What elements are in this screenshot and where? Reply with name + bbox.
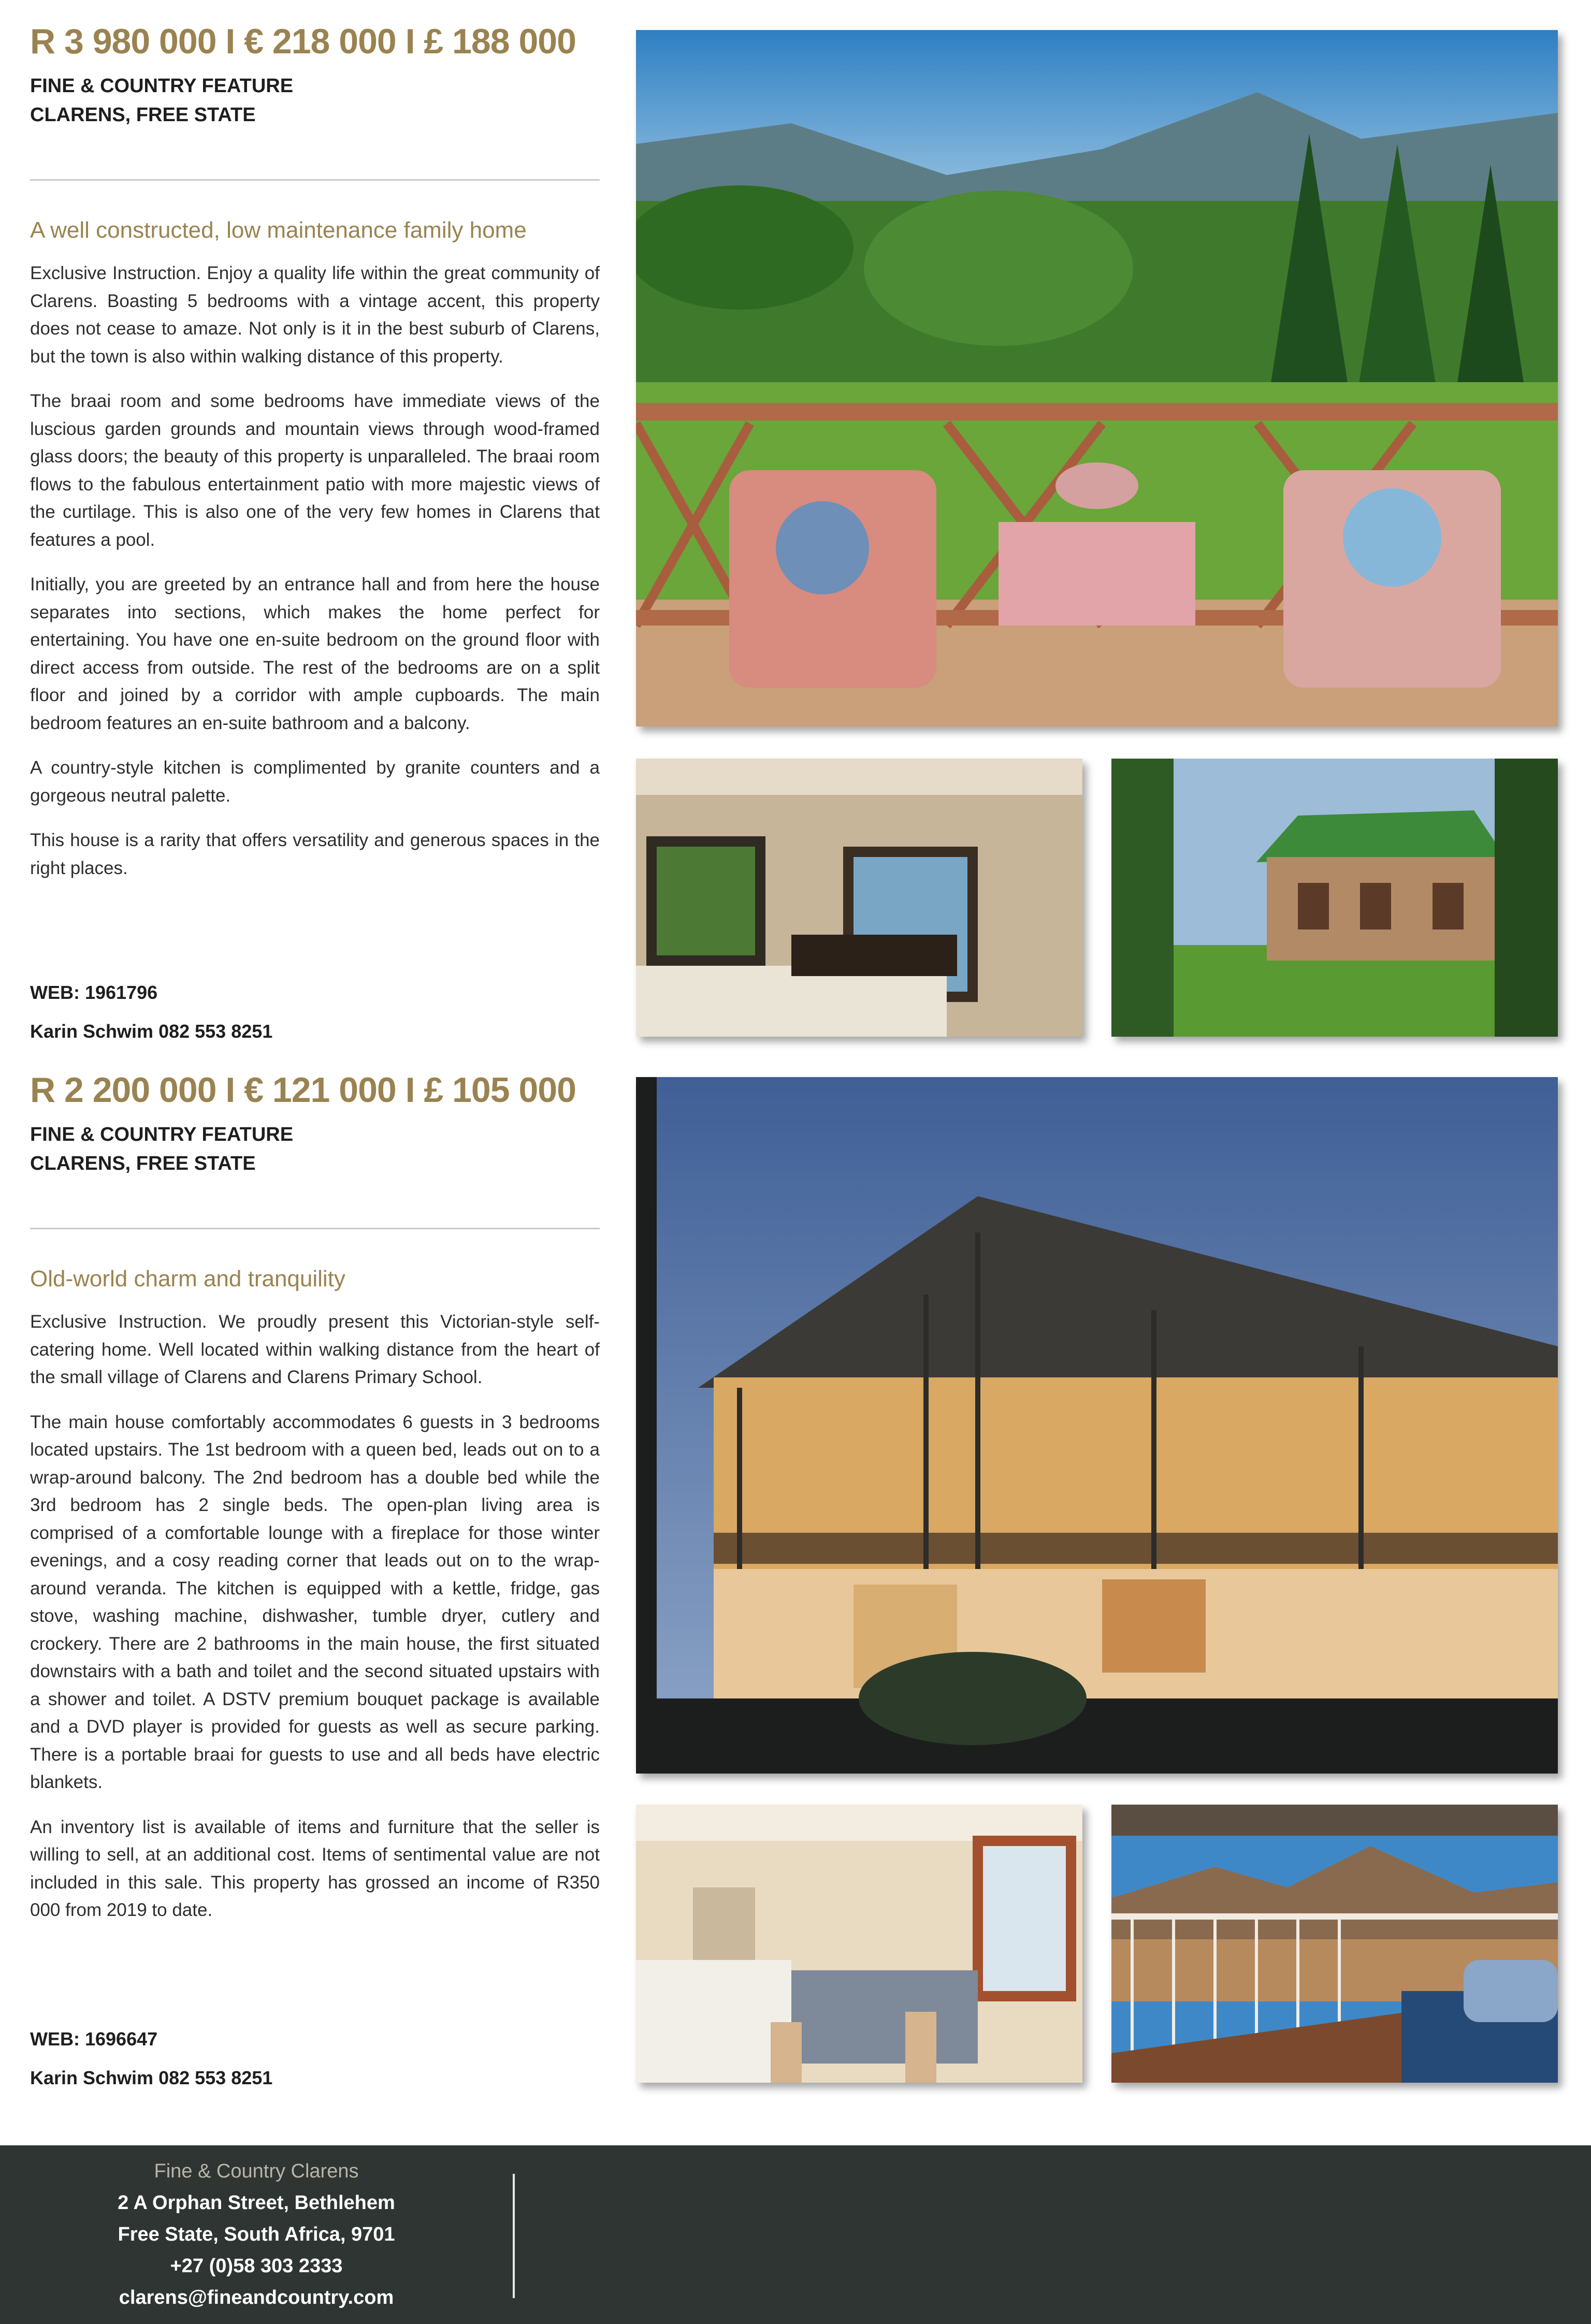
footer-agency-name: Fine & Country Clarens <box>154 2160 359 2182</box>
photo-veranda <box>1111 1805 1558 2083</box>
listing-1-price: R 3 980 000 I € 218 000 I £ 188 000 <box>30 22 576 61</box>
listing-1-web: WEB: 1961796 <box>30 982 158 1003</box>
footer <box>0 2145 1591 2324</box>
listing-1-text <box>30 21 600 882</box>
footer-phone: +27 (0)58 303 2333 <box>170 2255 343 2277</box>
footer-email[interactable]: clarens@fineandcountry.com <box>119 2287 394 2308</box>
listing-2-text <box>30 1069 600 1924</box>
listing-2-price: R 2 200 000 I € 121 000 I £ 105 000 <box>30 1070 576 1110</box>
location-label: CLARENS, FREE STATE <box>30 1153 256 1174</box>
listing-1-agent: Karin Schwim 082 553 8251 <box>30 1021 273 1042</box>
footer-address-line-1: 2 A Orphan Street, Bethlehem <box>118 2192 395 2214</box>
feature-label: FINE & COUNTRY FEATURE <box>30 1124 294 1145</box>
footer-contact <box>52 2156 461 2314</box>
listing-1-headline: A well constructed, low maintenance family home <box>30 217 527 243</box>
listing-2-web: WEB: 1696647 <box>30 2028 158 2050</box>
location-label: CLARENS, FREE STATE <box>30 104 256 126</box>
photo-kitchen <box>636 1805 1082 2083</box>
listing-2-headline: Old-world charm and tranquility <box>30 1266 345 1291</box>
photo-house-exterior <box>1111 759 1558 1037</box>
feature-label: FINE & COUNTRY FEATURE <box>30 75 294 97</box>
paragraph: Exclusive Instruction. Enjoy a quality life within the great community of Clarens. Boasting 5 bedrooms with a vintage accent, this property does not cease to amaze. Not only is it in the best suburb of Clarens, but the town is also within walking distance of this property. <box>30 263 600 367</box>
listing-1-feature <box>30 71 600 129</box>
photo-balcony-garden <box>636 30 1558 727</box>
listing-2-agent: Karin Schwim 082 553 8251 <box>30 2067 273 2088</box>
paragraph: The braai room and some bedrooms have immediate views of the luscious garden grounds and mountain views through wood-framed glass doors; the beauty of this property is unparalleled. The braai room flows to the fabulous entertainment patio with more majestic views of the curtilage. This is also one of the very few homes in Clarens that features a pool. <box>30 391 600 550</box>
divider <box>30 179 600 181</box>
listing-2-feature <box>30 1120 600 1178</box>
paragraph: An inventory list is available of items and furniture that the seller is willing to sell, at an additional cost. Items of sentimental value are not included in this sale. This property has grossed an income of R350 000 from 2019 to date. <box>30 1817 600 1920</box>
footer-address-line-2: Free State, South Africa, 9701 <box>118 2224 395 2245</box>
paragraph: This house is a rarity that offers versatility and generous spaces in the right places. <box>30 830 600 878</box>
divider <box>30 1228 600 1229</box>
photo-bedroom <box>636 759 1082 1037</box>
footer-divider <box>513 2174 515 2298</box>
photo-victorian-house <box>636 1077 1558 1774</box>
paragraph: Initially, you are greeted by an entrance hall and from here the house separates into sections, which makes the home perfect for entertaining. You have one en-suite bedroom on the ground floor with direct access from outside. The rest of the bedrooms are on a split floor and joined by a corridor with ample cupboards. The main bedroom features an en-suite bathroom and a balcony. <box>30 574 600 733</box>
paragraph: The main house comfortably accommodates 6 guests in 3 bedrooms located upstairs. The 1st bedroom with a queen bed, leads out on to a wrap-around balcony. The 2nd bedroom has a double bed while the 3rd bedroom has 2 single beds. The open-plan living area is comprised of a comfortable lounge with a fireplace for those winter evenings, and a cosy reading corner that leads out on to the wrap-around veranda. The kitchen is equipped with a kettle, fridge, gas stove, washing machine, dishwasher, tumble dryer, cutlery and crockery. There are 2 bathrooms in the main house, the first situated downstairs with a bath and toilet and the second situated upstairs with a shower and toilet. A DSTV premium bouquet package is available and a DVD player is provided for guests as well as secure parking. There is a portable braai for guests to use and all beds have electric blankets. <box>30 1412 600 1792</box>
paragraph: A country-style kitchen is complimented by granite counters and a gorgeous neutral palette. <box>30 758 600 806</box>
paragraph: Exclusive Instruction. We proudly present this Victorian-style self-catering home. Well located within walking distance from the heart of the small village of Clarens and Clarens Primary School. <box>30 1312 600 1387</box>
